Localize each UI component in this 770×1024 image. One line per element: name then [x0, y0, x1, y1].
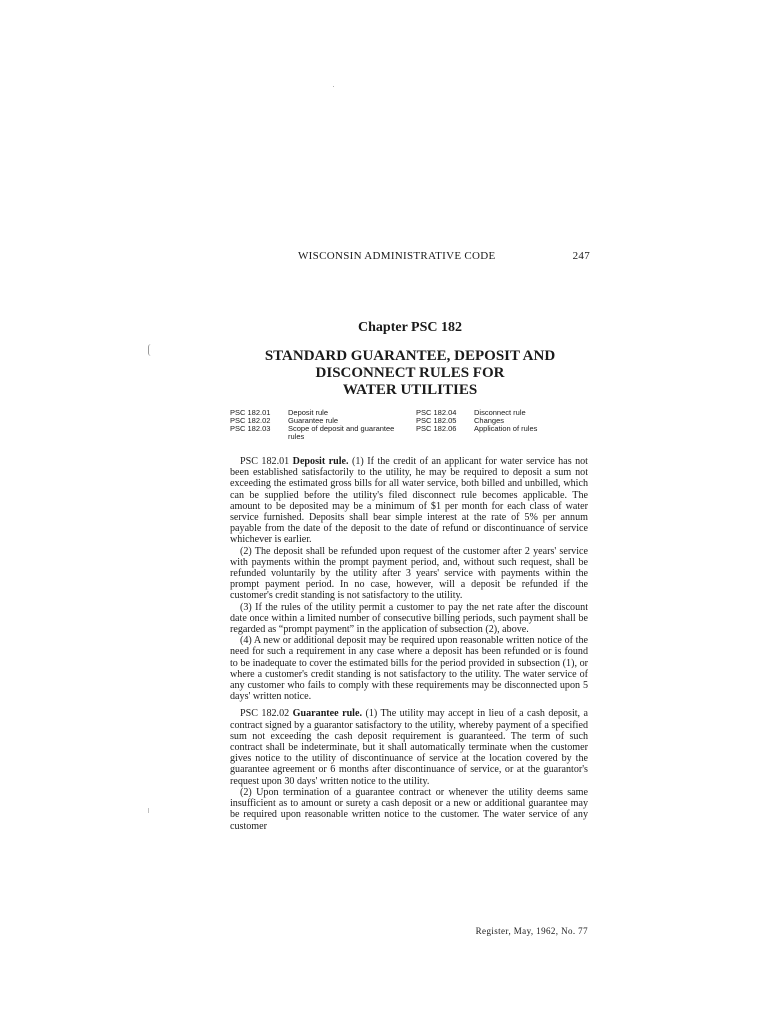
contents-column-right [416, 409, 590, 433]
contents-entry [416, 425, 590, 433]
title-line: STANDARD GUARANTEE, DEPOSIT AND [264, 348, 556, 364]
contents-label: Disconnect rule [474, 408, 526, 417]
contents-number: PSC 182.02 [230, 416, 271, 425]
section-heading: Guarantee rule. [292, 708, 362, 720]
scan-speck [333, 86, 334, 87]
register-footer: Register, May, 1962, No. 77 [475, 926, 588, 936]
paragraph: (2) The deposit shall be refunded upon request of the customer after 2 years' service with payments within the prompt payment period, and, without such request, shall be refunded voluntarily by the utility after 3 years' service with payments within the prompt payment period. In no case, however, will a deposit be refunded if the customer's credit standing is not satisfactory to the utility. [230, 545, 588, 602]
section-heading: Deposit rule. [292, 456, 349, 467]
section-number: PSC 182.01 [240, 456, 290, 467]
contents-label: Guarantee rule [288, 416, 339, 425]
contents-label: Application of rules [474, 424, 538, 433]
margin-tick-mark [148, 808, 149, 813]
paragraph: (3) If the rules of the utility permit a customer to pay the net rate after the discount date once within a limited number of consecutive billing periods, such payment shall be regarded as “prompt payment” in the application of subsection (2), above. [230, 601, 588, 636]
chapter-title [230, 348, 590, 399]
margin-bracket-mark [148, 344, 151, 356]
contents-number: PSC 182.04 [416, 408, 457, 417]
contents-label: Scope of deposit and guarantee rules [288, 424, 395, 441]
running-title: WISCONSIN ADMINISTRATIVE CODE [298, 250, 496, 262]
section-paragraph [230, 456, 588, 546]
body-text [230, 456, 588, 832]
section-paragraph [230, 708, 588, 786]
paragraph: (2) Upon termination of a guarantee contract or whenever the utility deems same insufficient as to amount or surety a cash deposit or a new or additional guarantee may be required upon reasonable written notice to the customer. The water service of any customer [230, 786, 588, 832]
paragraph-text: (1) The utility may accept in lieu of a cash deposit, a contract signed by a guarantor satisfactory to the utility, whereby payment of a specified sum not exceeding the cash deposit requirement is guaranteed. The term of such contract shall be indeterminate, but it shall automatically terminate when the customer gives notice to the utility of discontinuance of service at the location covered by the guarantee agreement or 6 months after discontinuance of service, or at the guarantor's request upon 30 days' written notice to the utility. [230, 708, 589, 787]
paragraph-text: (1) If the credit of an applicant for water service has not been established satisfactorily to the utility, he may be required to deposit a sum not exceeding the estimated gross bills for all water service, both billed and unbilled, which can be supplied before the utility's filed disconnect rule becomes applicable. The amount to be deposited may be a minimum of $1 per month for each class of water service furnished. Deposits shall bear simple interest at the rate of 5% per annum payable from the date of the deposit to the date of refund or discontinuance of service whichever is earlier. [230, 456, 588, 546]
contents-label: Deposit rule [288, 408, 329, 417]
contents-number: PSC 182.06 [416, 424, 457, 433]
paragraph: (4) A new or additional deposit may be required upon reasonable written notice of the need for such a requirement in any case where a deposit has been refunded or is found to be inadequate to cover the estimated bills for the period provided in subsection (1), or where a customer's credit standing is not satisfactory to the utility. The water service of any customer who fails to comply with these requirements may be disconnected upon 5 days' written notice. [230, 635, 588, 703]
contents-number: PSC 182.05 [416, 416, 457, 425]
section-number: PSC 182.02 [240, 708, 290, 720]
chapter-heading: Chapter PSC 182 [358, 320, 462, 335]
contents-entry [230, 425, 410, 441]
contents-number: PSC 182.01 [230, 408, 271, 417]
contents-number: PSC 182.03 [230, 424, 271, 433]
contents-label: Changes [474, 416, 505, 425]
contents-column-left [230, 409, 410, 441]
title-line: WATER UTILITIES [342, 382, 478, 398]
page-number: 247 [572, 250, 590, 262]
title-line: DISCONNECT RULES FOR [315, 365, 505, 381]
